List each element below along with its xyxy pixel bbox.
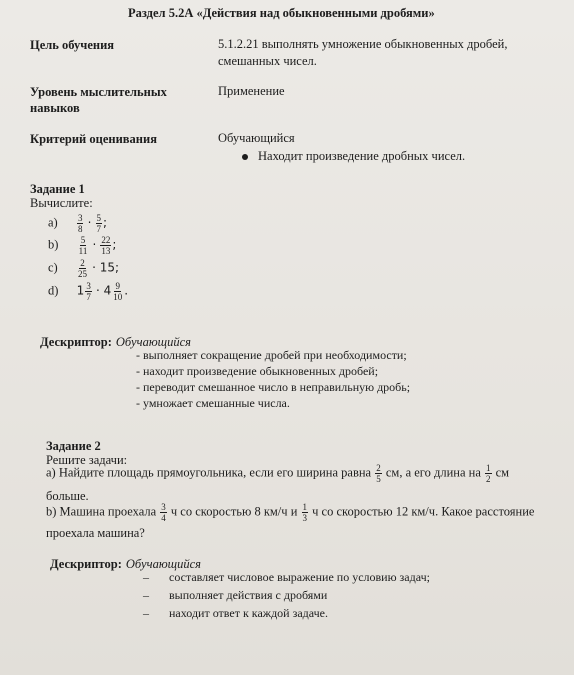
- thinking-level-value: Применение: [218, 84, 285, 98]
- fraction: [375, 463, 382, 484]
- punctuation: ;: [103, 215, 108, 230]
- denominator: 13: [101, 246, 111, 256]
- page-title: Раздел 5.2А «Действия над обыкновенными дробями»: [128, 6, 435, 20]
- numerator: 3: [86, 281, 91, 291]
- descriptor1-item: - переводит смешанное число в неправильную дробь;: [136, 380, 411, 394]
- thinking-level-label-line1: Уровень мыслительных: [30, 85, 167, 99]
- criterion-bullet-text: Находит произведение дробных чисел.: [258, 149, 466, 163]
- descriptor2-text: находит ответ к каждой задаче.: [169, 606, 328, 620]
- fraction: [77, 258, 88, 279]
- numerator: 2: [376, 463, 381, 473]
- fraction: [302, 502, 309, 523]
- denominator: 10: [113, 292, 123, 302]
- task2-b-text: ч со скоростью 8 км/ч и: [170, 504, 298, 519]
- numerator: 2: [80, 258, 85, 268]
- numerator: 3: [161, 502, 166, 512]
- item-letter: b): [48, 237, 59, 252]
- descriptor2-item: [143, 588, 327, 603]
- fraction: [78, 235, 89, 256]
- task1-item-d: [48, 281, 128, 302]
- task2-a-text: см, а его длина на: [385, 465, 481, 480]
- task2-b-text: b) Машина проехала: [46, 504, 157, 519]
- objective-text-line1: 5.1.2.21 выполнять умножение обыкновенных дробей,: [218, 37, 508, 51]
- item-letter: d): [48, 283, 59, 298]
- punctuation: .: [124, 283, 129, 298]
- numerator: 22: [101, 235, 111, 245]
- criterion-value: Обучающийся: [218, 131, 295, 145]
- operator: · 15;: [92, 260, 120, 275]
- task2-item-a-line2: больше.: [46, 489, 89, 503]
- fraction: [485, 463, 492, 484]
- denominator: 8: [77, 224, 83, 234]
- task1-heading: Задание 1: [30, 182, 85, 196]
- operator: ·: [87, 215, 92, 230]
- descriptor-who: Обучающийся: [125, 557, 201, 571]
- fraction: [85, 281, 92, 302]
- numerator: 1: [302, 502, 308, 512]
- task2-item-a: [46, 463, 509, 484]
- fraction: [112, 281, 123, 302]
- denominator: 25: [77, 269, 87, 279]
- fraction: [160, 502, 167, 523]
- task1-item-c: [48, 258, 119, 279]
- fraction: [96, 213, 103, 234]
- item-letter: с): [48, 260, 58, 275]
- denominator: 11: [78, 246, 88, 256]
- task2-b-text: ч со скоростью 12 км/ч. Какое расстояние: [312, 504, 535, 519]
- thinking-level-label-line2: навыков: [30, 101, 80, 115]
- descriptor-label: Дескриптор:: [50, 557, 122, 571]
- numerator: 5: [80, 235, 86, 245]
- denominator: 4: [161, 513, 166, 523]
- descriptor2-text: выполняет действия с дробями: [169, 588, 328, 602]
- objective-label: Цель обучения: [30, 38, 115, 52]
- numerator: 5: [96, 213, 102, 223]
- objective-text-line2: смешанных чисел.: [218, 54, 317, 68]
- descriptor2-text: составляет числовое выражение по условию задач;: [169, 570, 430, 584]
- denominator: 2: [486, 474, 491, 484]
- task2-item-b-line2: проехала машина?: [46, 526, 145, 540]
- criterion-bullet-item: [242, 149, 465, 164]
- whole-number: 1: [76, 283, 85, 298]
- task2-a-text: а) Найдите площадь прямоугольника, если его ширина равна: [46, 465, 372, 480]
- numerator: 9: [115, 281, 120, 291]
- task1-item-b: [48, 235, 116, 256]
- descriptor-label: Дескриптор:: [40, 335, 112, 349]
- descriptor1-item: - выполняет сокращение дробей при необходимости;: [136, 348, 407, 362]
- descriptor-who: Обучающийся: [115, 335, 191, 349]
- dash: –: [143, 606, 149, 620]
- operator: ·: [92, 237, 97, 252]
- task2-instruction: Решите задачи:: [46, 453, 128, 467]
- fraction: [100, 235, 111, 256]
- denominator: 5: [376, 474, 381, 484]
- descriptor2-item: [143, 570, 430, 585]
- denominator: 3: [302, 513, 308, 523]
- fraction: [77, 213, 84, 234]
- numerator: 3: [77, 213, 83, 223]
- denominator: 7: [86, 292, 91, 302]
- task2-a-text: см: [495, 465, 510, 480]
- dash: –: [143, 570, 149, 584]
- task2-heading: Задание 2: [46, 439, 101, 453]
- denominator: 7: [96, 224, 102, 234]
- descriptor1-item: - умножает смешанные числа.: [136, 396, 290, 410]
- descriptor2-item: [143, 606, 328, 621]
- operator: · 4: [95, 283, 112, 298]
- criterion-label: Критерий оценивания: [30, 132, 157, 146]
- punctuation: ;: [112, 237, 117, 252]
- task2-item-b: [46, 502, 534, 523]
- dash: –: [143, 588, 149, 602]
- task1-item-a: [48, 213, 107, 234]
- numerator: 1: [486, 463, 491, 473]
- bullet-icon: [242, 154, 248, 160]
- task1-instruction: Вычислите:: [30, 196, 93, 210]
- descriptor1-item: - находит произведение обыкновенных дробей;: [136, 364, 379, 378]
- item-letter: а): [48, 215, 58, 230]
